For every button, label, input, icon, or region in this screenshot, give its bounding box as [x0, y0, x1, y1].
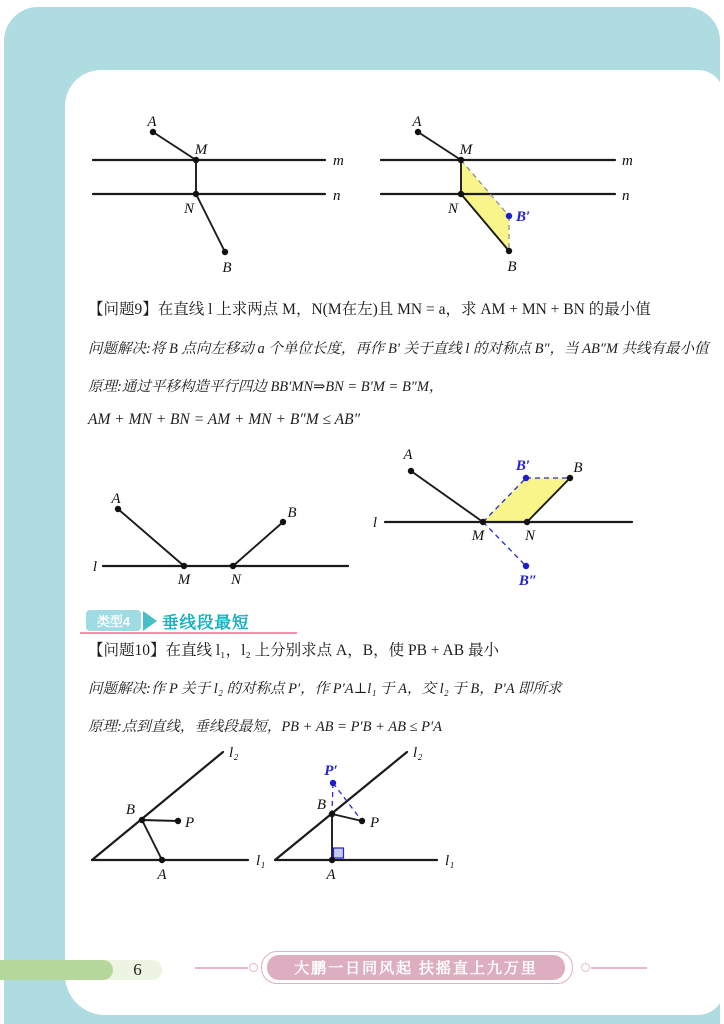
footer-line-right [591, 967, 647, 969]
footer-line-left [195, 967, 248, 969]
d2r-label-A: A [403, 447, 413, 463]
problem10-principle: 原理:点到直线，垂线段最短，PB + AB = P′B + AB ≤ P′A [88, 719, 443, 735]
d1r-label-m: m [622, 153, 633, 169]
diagram3-right [275, 745, 454, 883]
d1r-label-N: N [447, 201, 459, 217]
d3l-label-B: B [125, 802, 135, 818]
d2r-label-B-prime: B′ [515, 458, 531, 474]
d2l-label-N: N [230, 572, 242, 588]
d1l-label-m: m [333, 153, 344, 169]
d2l-label-M: M [177, 572, 191, 588]
d1r-label-B: B [507, 259, 517, 275]
d3r-label-B: B [316, 797, 326, 813]
d2r-label-l: l [372, 515, 377, 531]
d3l-label-P: P [185, 815, 195, 831]
d2r-label-M: M [471, 528, 485, 544]
problem10-statement: 【问题10】在直线 l₁，l₂ 上分别求点 A，B，使 PB + AB 最小 [88, 642, 499, 659]
d1l-label-M: M [194, 142, 208, 158]
page-number: 6 [133, 960, 142, 979]
d3l-label-A: A [157, 867, 167, 883]
footer-circle-left-icon [249, 963, 258, 972]
diagram2-right [373, 447, 632, 589]
badge-arrow-icon [143, 611, 157, 631]
d2l-label-B: B [287, 505, 297, 521]
d2r-label-B-dprime: B″ [518, 573, 538, 589]
d3l-label-l2: l₂ [229, 745, 239, 761]
d1r-label-B-prime: B′ [516, 209, 531, 225]
diagram3-left [92, 745, 265, 883]
d1r-label-n: n [622, 188, 630, 204]
d2l-label-A: A [111, 491, 121, 507]
d2r-label-B: B [573, 460, 583, 476]
d3r-label-P-prime: P′ [324, 763, 338, 779]
d1l-label-n: n [333, 188, 341, 204]
d1r-label-A: A [412, 114, 422, 130]
d3r-label-l2: l₂ [413, 745, 423, 761]
d3r-label-P: P [370, 815, 380, 831]
problem10-solution: 问题解决:作 P 关于 l₂ 的对称点 P′，作 P′A⊥l₁ 于 A，交 l₂ 于 B，P′A 即所求 [88, 681, 562, 697]
d1l-label-B: B [222, 260, 232, 276]
title-underline [80, 632, 297, 634]
type4-badge [86, 610, 141, 631]
d3r-label-A: A [326, 867, 336, 883]
d2r-label-N: N [524, 528, 536, 544]
motto-text: 大鹏一日同风起 扶摇直上九万里 [294, 961, 538, 977]
d2l-label-l: l [92, 559, 97, 575]
page-number-pill-accent [0, 960, 113, 980]
diagram1-right [381, 114, 633, 275]
problem9-solution: 问题解决:将 B 点向左移动 a 个单位长度，再作 B′ 关于直线 l 的对称点 B″，当 AB″M 共线有最小值 [88, 341, 709, 357]
d1l-label-N: N [183, 201, 195, 217]
motto-badge [267, 955, 565, 980]
footer-circle-right-icon [581, 963, 590, 972]
d3l-label-l1: l₁ [256, 853, 266, 869]
d3r-label-l1: l₁ [445, 853, 455, 869]
problem9-statement: 【问题9】在直线 l 上求两点 M，N(M在左)且 MN = a，求 AM + MN + BN 的最小值 [88, 301, 651, 318]
type4-title: 垂线段最短 [162, 614, 250, 632]
diagram1-left [93, 114, 344, 276]
problem9-formula: AM + MN + BN = AM + MN + B″M ≤ AB″ [88, 411, 361, 428]
diagram2-left [93, 491, 348, 588]
right-angle-mark [334, 848, 344, 858]
d1l-label-A: A [147, 114, 157, 130]
type4-badge-label: 类型4 [96, 614, 131, 629]
problem9-principle: 原理:通过平移构造平行四边 BB′MN⇒BN = B′M = B″M， [88, 379, 444, 395]
d1r-label-M: M [459, 142, 473, 158]
